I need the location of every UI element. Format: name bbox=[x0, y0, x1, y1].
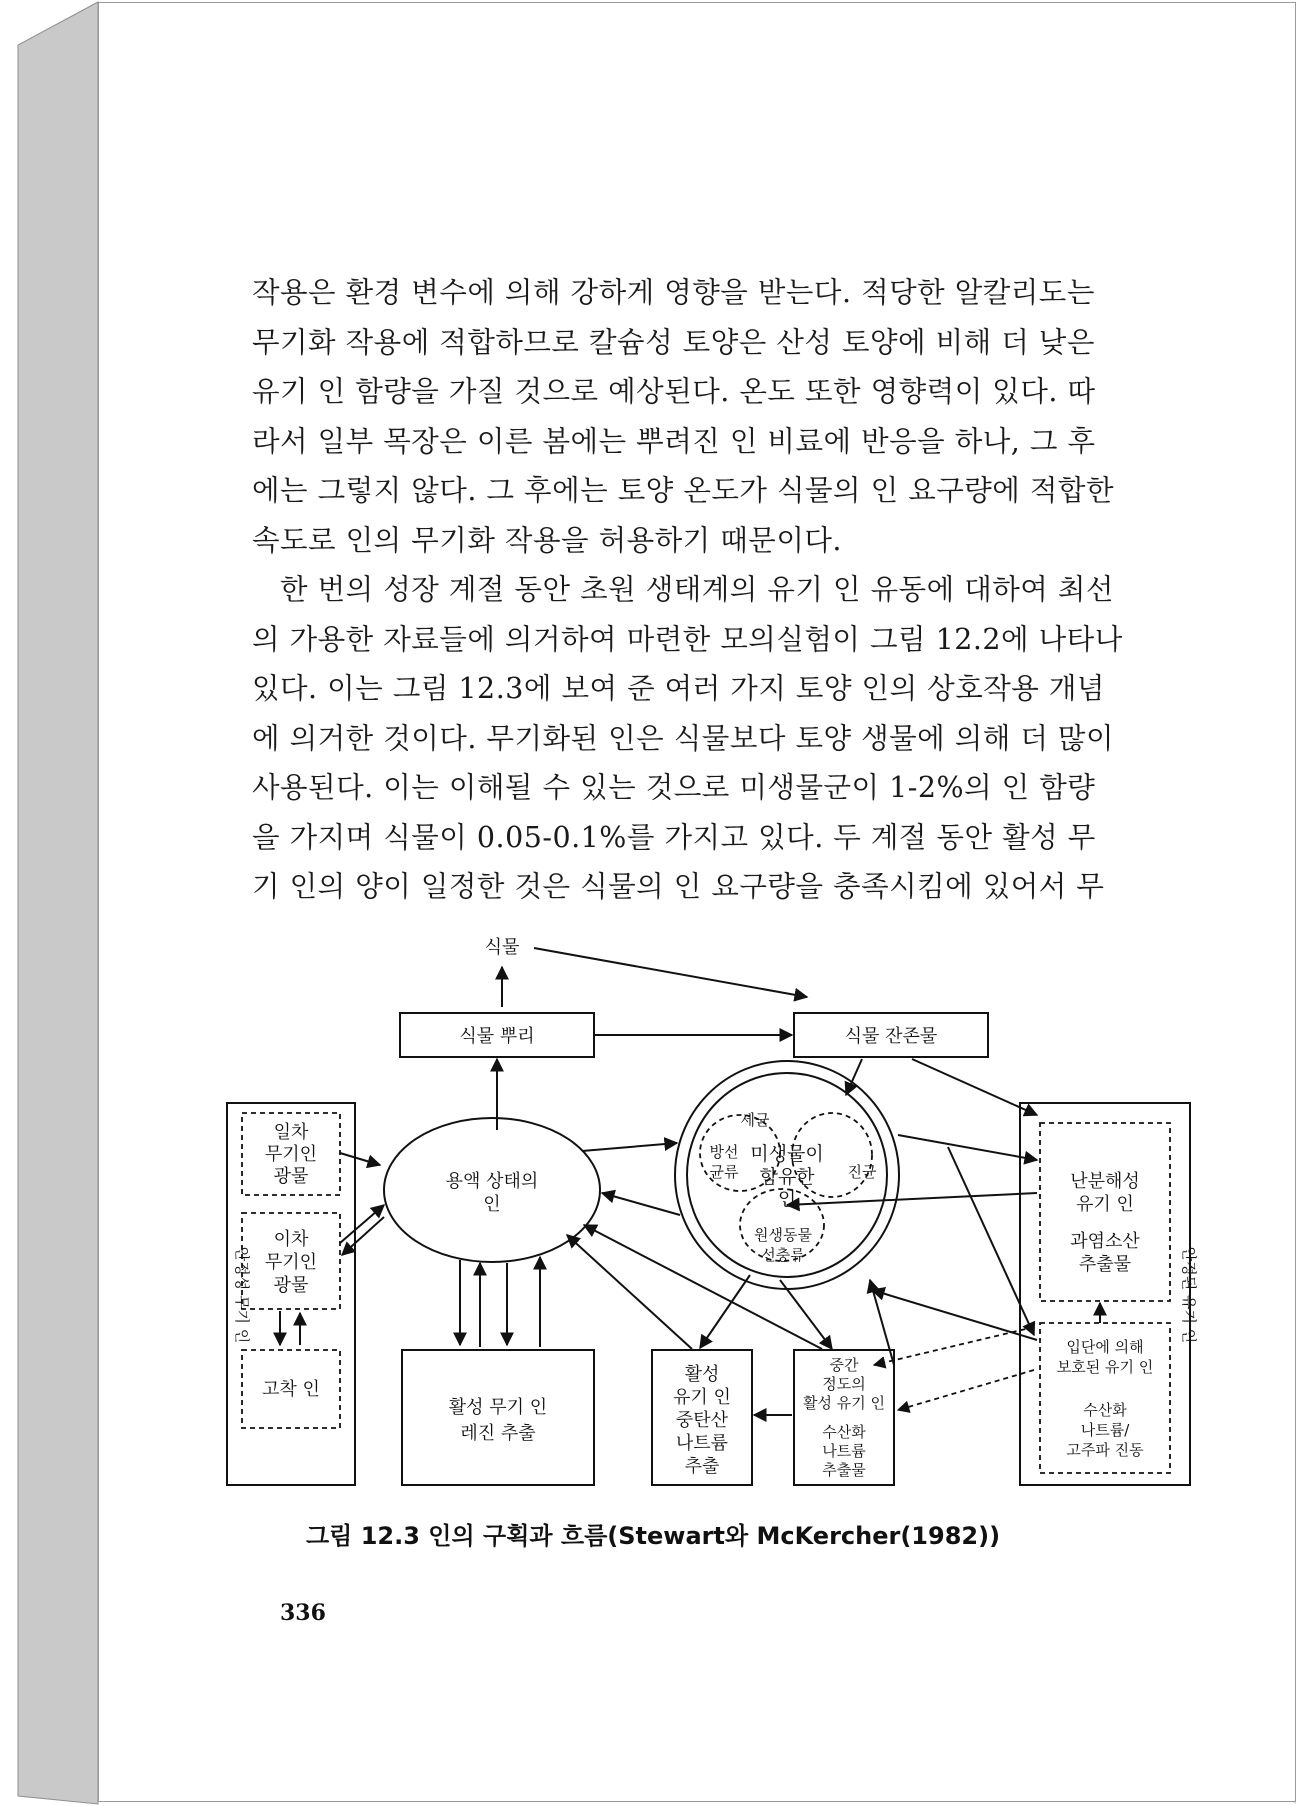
moderate-organic-line1: 중간 bbox=[829, 1356, 859, 1374]
protected-organic-line2: 보호된 유기 인 bbox=[1056, 1358, 1154, 1376]
secondary-mineral-line3: 광물 bbox=[273, 1275, 309, 1296]
active-inorganic-line1: 활성 무기 인 bbox=[448, 1397, 548, 1418]
microbial-line2: 함유한 bbox=[759, 1166, 815, 1188]
perchloric-line2: 추출물 bbox=[1078, 1254, 1132, 1275]
paragraph-2 bbox=[252, 565, 1167, 912]
text-line: 에는 그렇지 않다. 그 후에는 토양 온도가 식물의 인 요구량에 적합한 bbox=[252, 474, 1114, 507]
moderate-organic-line3: 활성 유기 인 bbox=[803, 1394, 885, 1412]
actinomycetes-line2: 균류 bbox=[709, 1163, 739, 1181]
moderate-organic-line2: 정도의 bbox=[822, 1375, 866, 1393]
hydroxide-ext-line1: 수산화 bbox=[1083, 1401, 1127, 1419]
moderate-ext-line2: 나트륨 bbox=[822, 1442, 866, 1460]
hydroxide-ext-line3: 고주파 진동 bbox=[1066, 1441, 1144, 1459]
text-line: 무기화 작용에 적합하므로 칼슘성 토양은 산성 토양에 비해 더 낮은 bbox=[252, 325, 1095, 359]
active-organic-line5: 추출 bbox=[684, 1456, 720, 1477]
left-group-label: 안정성 무기 인 bbox=[233, 1246, 251, 1344]
primary-mineral-line2: 무기인 bbox=[264, 1144, 318, 1165]
text-line: 작용은 환경 변수에 의해 강하게 영향을 받는다. 적당한 알칼리도는 bbox=[252, 276, 1095, 309]
actinomycetes-line1: 방선 bbox=[709, 1143, 739, 1161]
text-line: 속도로 인의 무기화 작용을 허용하기 때문이다. bbox=[252, 523, 842, 557]
text-line: 의 가용한 자료들에 의거하여 마련한 모의실험이 그림 12.2에 나타나 bbox=[252, 622, 1123, 656]
secondary-mineral-line1: 이차 bbox=[273, 1229, 309, 1250]
microbial-line1: 미생물이 bbox=[750, 1143, 824, 1165]
active-organic-line2: 유기 인 bbox=[673, 1387, 731, 1408]
bacteria-label: 세균 bbox=[740, 1111, 770, 1129]
microbial-line3: 인 bbox=[777, 1188, 797, 1210]
text-line: 라서 일부 목장은 이른 봄에는 뿌려진 인 비료에 반응을 하나, 그 후 bbox=[252, 424, 1096, 458]
text-line: 있다. 이는 그림 12.3에 보여 준 여러 가지 토양 인의 상호작용 개념 bbox=[252, 672, 1105, 705]
perchloric-line1: 과염소산 bbox=[1070, 1231, 1140, 1252]
active-organic-line4: 나트륨 bbox=[675, 1433, 729, 1454]
right-group-label: 안정된 유기 인 bbox=[1180, 1246, 1198, 1344]
text-line: 기 인의 양이 일정한 것은 식물의 인 요구량을 충족시킴에 있어서 무 bbox=[252, 870, 1105, 903]
figure-caption: 그림 12.3 인의 구획과 흐름(Stewart와 McKercher(1982)) bbox=[306, 1522, 1001, 1550]
fungi-label: 진균 bbox=[847, 1163, 877, 1181]
text-line: 한 번의 성장 계절 동안 초원 생태계의 유기 인 유동에 대하여 최선 bbox=[280, 573, 1114, 606]
text-line: 에 의거한 것이다. 무기화된 인은 식물보다 토양 생물에 의해 더 많이 bbox=[252, 721, 1114, 755]
active-organic-line3: 중탄산 bbox=[675, 1410, 729, 1431]
primary-mineral-line3: 광물 bbox=[273, 1166, 309, 1187]
text-line: 사용된다. 이는 이해될 수 있는 것으로 미생물군이 1-2%의 인 함량 bbox=[252, 771, 1096, 804]
active-inorganic-line2: 레진 추출 bbox=[460, 1423, 536, 1444]
protozoa-line2: 선충류 bbox=[761, 1246, 805, 1264]
solution-p-line1: 용액 상태의 bbox=[445, 1171, 539, 1192]
resistant-organic-line1: 난분해성 bbox=[1070, 1171, 1140, 1192]
hydroxide-ext-line2: 나트륨/ bbox=[1080, 1421, 1130, 1439]
body-text bbox=[252, 268, 1167, 912]
protozoa-line1: 원생동물 bbox=[754, 1226, 812, 1244]
primary-mineral-line1: 일차 bbox=[273, 1122, 309, 1143]
protected-organic-line1: 입단에 의해 bbox=[1066, 1338, 1144, 1356]
active-organic-line1: 활성 bbox=[684, 1364, 720, 1385]
phosphorus-cycle-diagram bbox=[222, 925, 1198, 1545]
moderate-ext-line3: 추출물 bbox=[822, 1461, 866, 1479]
plant-residue-label: 식물 잔존물 bbox=[844, 1026, 938, 1047]
paragraph-1 bbox=[252, 268, 1167, 565]
plant-roots-label: 식물 뿌리 bbox=[459, 1026, 535, 1047]
text-line: 을 가지며 식물이 0.05-0.1%를 가지고 있다. 두 계절 동안 활성 무 bbox=[252, 820, 1096, 854]
solution-p-line2: 인 bbox=[483, 1194, 501, 1215]
secondary-mineral-line2: 무기인 bbox=[264, 1252, 318, 1273]
page-number: 336 bbox=[280, 1600, 326, 1626]
moderate-ext-line1: 수산화 bbox=[822, 1423, 866, 1441]
occluded-p-label: 고착 인 bbox=[262, 1379, 320, 1400]
plant-label: 식물 bbox=[484, 937, 520, 958]
text-line: 유기 인 함량을 가질 것으로 예상된다. 온도 또한 영향력이 있다. 따 bbox=[252, 375, 1096, 408]
resistant-organic-line2: 유기 인 bbox=[1076, 1194, 1134, 1215]
